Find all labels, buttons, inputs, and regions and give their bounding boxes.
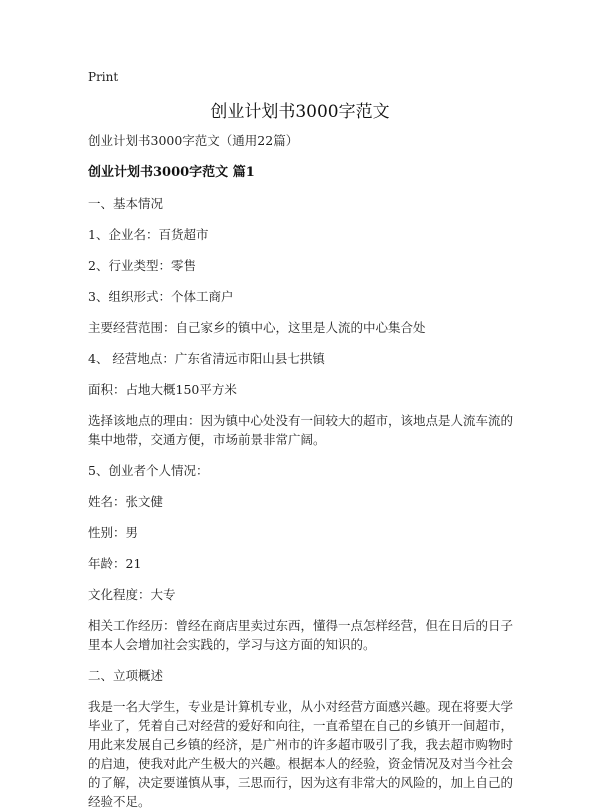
organization-form: 3、组织形式：个体工商户 <box>88 289 234 304</box>
print-link[interactable]: Print <box>88 70 119 84</box>
heading-basic-info: 一、基本情况 <box>88 196 164 211</box>
document-subtitle: 创业计划书3000字范文（通用22篇） <box>88 133 299 148</box>
business-scope: 主要经营范围：自己家乡的镇中心，这里是人流的中心集合处 <box>88 320 426 335</box>
document-title: 创业计划书3000字范文 <box>210 102 390 122</box>
heading-project-overview: 二、立项概述 <box>88 668 164 683</box>
industry-type: 2、行业类型：零售 <box>88 258 196 273</box>
founder-age: 年龄：21 <box>88 556 142 571</box>
section-title: 创业计划书3000字范文 篇1 <box>88 165 255 180</box>
business-location: 4、 经营地点：广东省清远市阳山县七拱镇 <box>88 351 325 366</box>
founder-info-heading: 5、创业者个人情况： <box>88 463 209 478</box>
founder-education: 文化程度：大专 <box>88 587 176 602</box>
founder-name: 姓名：张文健 <box>88 494 164 509</box>
area: 面积：占地大概150平方米 <box>88 382 237 397</box>
company-name: 1、企业名：百货超市 <box>88 227 209 242</box>
project-overview-text: 我是一名大学生，专业是计算机专业，从小对经营方面感兴趣。现在将要大学毕业了，凭着自己对经营的爱好和向往，一直希望在自己的乡镇开一间超市，用此来发展自己乡镇的经济，是广州市的许多超市吸引了我，我去超市购物时的启迪，使我对此产生极大的兴趣。根据本人的经验，资金情况及对当今社会的了解，决定要谨慎从事，三思而行，因为这有非常大的风险的，加上自己的经验不足。 <box>88 699 514 809</box>
location-reason: 选择该地点的理由：因为镇中心处没有一间较大的超市，该地点是人流车流的集中地带，交通方便，市场前景非常广阔。 <box>88 413 514 447</box>
work-experience: 相关工作经历：曾经在商店里卖过东西，懂得一点怎样经营，但在日后的日子里本人会增加社会实践的，学习与这方面的知识的。 <box>88 618 514 652</box>
document-body <box>88 131 520 811</box>
founder-gender: 性别：男 <box>88 525 139 540</box>
